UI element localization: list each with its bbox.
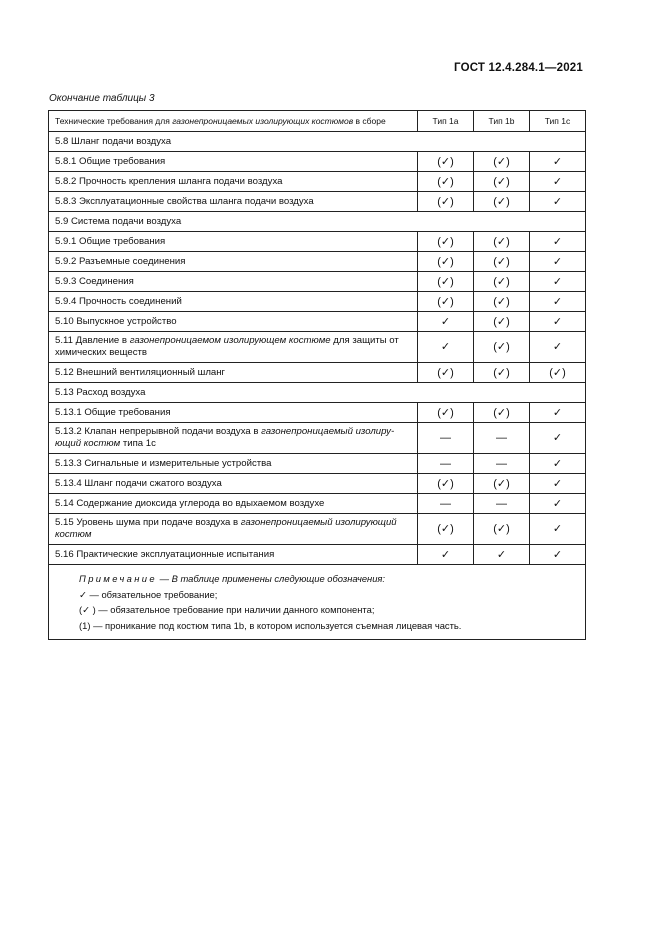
table-section-row [49, 132, 586, 152]
mark-type-1b: (✓) [474, 232, 530, 252]
mark-type-1a: — [418, 454, 474, 474]
row-label: 5.11 Давление в газонепроницаемом изолирующем костюме для защиты от химических веществ [49, 332, 418, 363]
column-header-type-1c: Тип 1с [530, 111, 586, 132]
mark-type-1c: ✓ [530, 272, 586, 292]
mark-type-1b: (✓) [474, 192, 530, 212]
mark-type-1b: (✓) [474, 312, 530, 332]
note-line-mandatory: ✓ — обязательное требование; [79, 588, 218, 600]
table-row [49, 312, 586, 332]
mark-type-1b: (✓) [474, 152, 530, 172]
mark-type-1b: (✓) [474, 292, 530, 312]
mark-type-1c: ✓ [530, 514, 586, 545]
mark-type-1b: (✓) [474, 332, 530, 363]
table-row [49, 252, 586, 272]
table-row [49, 454, 586, 474]
row-label: 5.13.4 Шланг подачи сжатого воздуха [49, 474, 418, 494]
mark-type-1c: ✓ [530, 474, 586, 494]
table-row [49, 272, 586, 292]
mark-type-1b: (✓) [474, 403, 530, 423]
row-label: 5.13.2 Клапан непрерывной подачи воздуха в газонепроницаемый изолиру-ющий костюм типа 1с [49, 423, 418, 454]
mark-type-1b: (✓) [474, 363, 530, 383]
column-header-type-1a: Тип 1а [418, 111, 474, 132]
mark-type-1a: ✓ [418, 312, 474, 332]
row-label: 5.13 Расход воздуха [49, 383, 586, 403]
document-header: ГОСТ 12.4.284.1—2021 [454, 62, 583, 74]
mark-type-1b: (✓) [474, 252, 530, 272]
row-label: 5.9.3 Соединения [49, 272, 418, 292]
mark-type-1a: — [418, 423, 474, 454]
row-label: 5.9.4 Прочность соединений [49, 292, 418, 312]
mark-type-1a: (✓) [418, 192, 474, 212]
mark-type-1a: (✓) [418, 252, 474, 272]
mark-type-1c: ✓ [530, 232, 586, 252]
table-row [49, 423, 586, 454]
row-label: 5.14 Содержание диоксида углерода во вдыхаемом воздухе [49, 494, 418, 514]
mark-type-1c: ✓ [530, 292, 586, 312]
table-row [49, 172, 586, 192]
mark-type-1a: (✓) [418, 474, 474, 494]
row-label: 5.8.1 Общие требования [49, 152, 418, 172]
mark-type-1b: (✓) [474, 272, 530, 292]
mark-type-1b: (✓) [474, 172, 530, 192]
mark-type-1c: ✓ [530, 545, 586, 565]
row-label: 5.9.2 Разъемные соединения [49, 252, 418, 272]
mark-type-1b: (✓) [474, 514, 530, 545]
table-section-row [49, 383, 586, 403]
mark-type-1a: (✓) [418, 363, 474, 383]
mark-type-1a: (✓) [418, 272, 474, 292]
row-label: 5.8 Шланг подачи воздуха [49, 132, 586, 152]
table-row [49, 403, 586, 423]
mark-type-1c: ✓ [530, 403, 586, 423]
table-note [49, 565, 586, 640]
table-header-row [49, 111, 586, 132]
mark-type-1a: (✓) [418, 232, 474, 252]
table-row [49, 292, 586, 312]
mark-type-1a: (✓) [418, 514, 474, 545]
mark-type-1a: — [418, 494, 474, 514]
note-line-conditional: (✓ ) — обязательное требование при наличии данного компонента; [79, 604, 375, 615]
mark-type-1a: ✓ [418, 332, 474, 363]
mark-type-1c: ✓ [530, 152, 586, 172]
mark-type-1b: — [474, 454, 530, 474]
mark-type-1b: (✓) [474, 474, 530, 494]
mark-type-1c: ✓ [530, 454, 586, 474]
note-lead: Примечание — В таблице применены следующие обозначения: [79, 573, 386, 584]
table-row [49, 514, 586, 545]
table-section-row [49, 212, 586, 232]
row-label: 5.8.3 Эксплуатационные свойства шланга подачи воздуха [49, 192, 418, 212]
table-row [49, 363, 586, 383]
table-row [49, 545, 586, 565]
table-note-row [49, 565, 586, 640]
table-row [49, 474, 586, 494]
row-label: 5.13.1 Общие требования [49, 403, 418, 423]
table-row [49, 192, 586, 212]
mark-type-1c: ✓ [530, 494, 586, 514]
table-row [49, 494, 586, 514]
row-label: 5.13.3 Сигнальные и измерительные устройства [49, 454, 418, 474]
mark-type-1a: (✓) [418, 292, 474, 312]
mark-type-1c: ✓ [530, 192, 586, 212]
table-row [49, 152, 586, 172]
table-row [49, 232, 586, 252]
mark-type-1b: — [474, 494, 530, 514]
row-label: 5.9.1 Общие требования [49, 232, 418, 252]
requirements-table [48, 110, 586, 640]
table-caption: Окончание таблицы 3 [49, 93, 155, 104]
column-header-requirements: Технические требования для газонепроницаемых изолирующих костюмов в сборе [49, 111, 418, 132]
mark-type-1c: ✓ [530, 332, 586, 363]
row-label: 5.15 Уровень шума при подаче воздуха в газонепроницаемый изолирующий костюм [49, 514, 418, 545]
table-row [49, 332, 586, 363]
mark-type-1c: ✓ [530, 423, 586, 454]
mark-type-1a: (✓) [418, 152, 474, 172]
row-label: 5.10 Выпускное устройство [49, 312, 418, 332]
mark-type-1b: ✓ [474, 545, 530, 565]
row-label: 5.8.2 Прочность крепления шланга подачи воздуха [49, 172, 418, 192]
mark-type-1c: ✓ [530, 172, 586, 192]
mark-type-1a: (✓) [418, 403, 474, 423]
mark-type-1a: ✓ [418, 545, 474, 565]
mark-type-1c: (✓) [530, 363, 586, 383]
mark-type-1c: ✓ [530, 252, 586, 272]
row-label: 5.12 Внешний вентиляционный шланг [49, 363, 418, 383]
column-header-type-1b: Тип 1b [474, 111, 530, 132]
mark-type-1c: ✓ [530, 312, 586, 332]
row-label: 5.9 Система подачи воздуха [49, 212, 586, 232]
row-label: 5.16 Практические эксплуатационные испытания [49, 545, 418, 565]
note-line-penetration: (1) — проникание под костюм типа 1b, в котором используется съемная лицевая часть. [79, 619, 462, 631]
mark-type-1a: (✓) [418, 172, 474, 192]
mark-type-1b: — [474, 423, 530, 454]
